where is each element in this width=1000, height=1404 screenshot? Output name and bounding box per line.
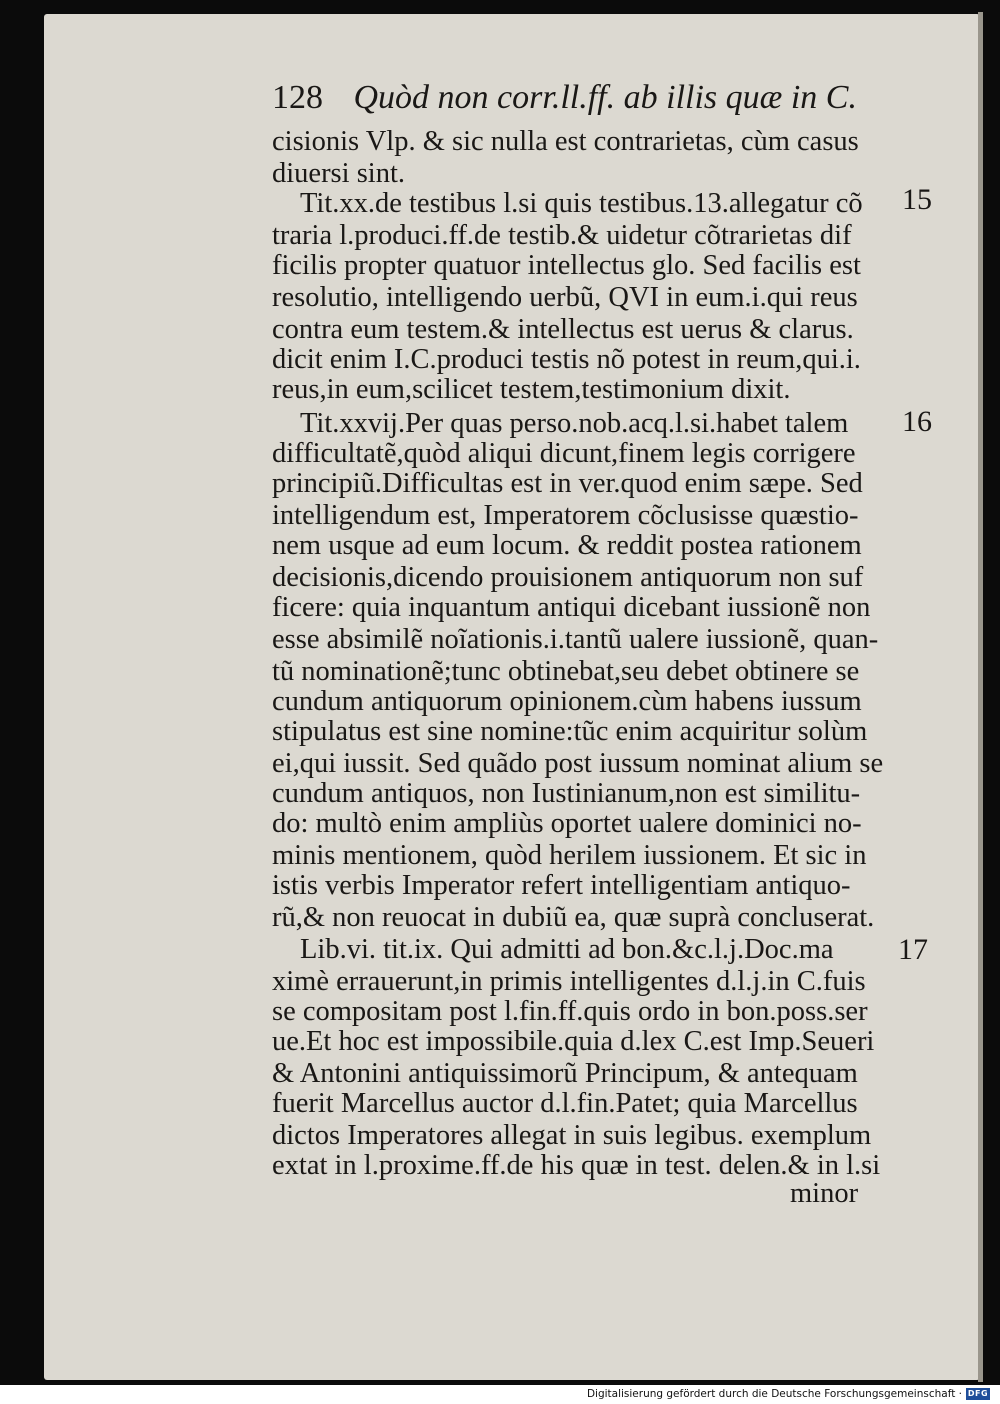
text-line: se compositam post l.fin.ff.quis ordo in bon.poss.ser: [272, 996, 868, 1027]
text-line: stipulatus est sine nomine:tũc enim acquiritur solùm: [272, 716, 868, 747]
text-line: traria l.produci.ff.de testib.& uidetur cõtrarietas dif: [272, 220, 852, 251]
text-line: ei,qui iussit. Sed quãdo post iussum nominat alium se: [272, 748, 884, 779]
side-number-16: 16: [902, 405, 932, 438]
dfg-logo: DFG: [967, 1389, 989, 1398]
text-line: Lib.vi. tit.ix. Qui admitti ad bon.&c.l.j.Doc.ma: [300, 934, 834, 965]
text-line: contra eum testem.& intellectus est uerus & clarus.: [272, 314, 854, 345]
text-line: ximè errauerunt,in primis intelligentes d.l.j.in C.fuis: [272, 966, 866, 997]
text-line: principiũ.Difficultas est in ver.quod enim sæpe. Sed: [272, 468, 863, 499]
text-line: Tit.xx.de testibus l.si quis testibus.13.allegatur cõ: [300, 188, 863, 219]
text-line: dictos Imperatores allegat in suis legibus. exemplum: [272, 1120, 872, 1151]
text-line: cisionis Vlp. & sic nulla est contrarietas, cùm casus: [272, 126, 859, 157]
text-line: decisionis,dicendo prouisionem antiquorum non suf: [272, 562, 864, 593]
side-number-15: 15: [902, 183, 932, 216]
side-number-17: 17: [898, 933, 928, 966]
footer: [0, 1385, 1000, 1404]
text-line: difficultatẽ,quòd aliqui dicunt,finem legis corrigere: [272, 438, 856, 469]
text-line: intelligendum est, Imperatorem cõclusisse quæstio-: [272, 500, 859, 531]
text-line: do: multò enim ampliùs oportet ualere dominici no-: [272, 808, 862, 839]
text-line: cundum antiquorum opinionem.cùm habens iussum: [272, 686, 862, 717]
text-line: & Antonini antiquissimorũ Principum, & antequam: [272, 1058, 858, 1089]
text-line: extat in l.proxime.ff.de his quæ in test. delen.& in l.si: [272, 1150, 881, 1181]
text-line: ficere: quia inquantum antiqui dicebant iussionẽ non: [272, 592, 871, 623]
text-line: tũ nominationẽ;tunc obtinebat,seu debet obtinere se: [272, 656, 860, 687]
text-line: istis verbis Imperator refert intelligentiam antiquo-: [272, 870, 851, 901]
text-line: resolutio, intelligendo uerbũ, QVI in eum.i.qui reus: [272, 282, 858, 313]
page-header: [272, 78, 857, 118]
catchword: minor: [790, 1178, 859, 1209]
footer-credit: Digitalisierung gefördert durch die Deutsche Forschungsgemeinschaft ·: [586, 1388, 962, 1400]
text-line: rũ,& non reuocat in dubiũ ea, quæ suprà concluserat.: [272, 902, 875, 933]
text-line: dicit enim I.C.produci testis nõ potest in reum,qui.i.: [272, 344, 861, 375]
text-line: Tit.xxvij.Per quas perso.nob.acq.l.si.habet talem: [300, 408, 849, 439]
page-edge: [978, 12, 983, 1382]
text-line: ficilis propter quatuor intellectus glo. Sed facilis est: [272, 250, 861, 281]
page-number: 128: [272, 79, 323, 116]
text-line: esse absimilẽ noĩationis.i.tantũ ualere iussionẽ, quan-: [272, 624, 879, 655]
text-line: diuersi sint.: [272, 158, 405, 189]
text-line: fuerit Marcellus auctor d.l.fin.Patet; quia Marcellus: [272, 1088, 858, 1119]
text-line: nem usque ad eum locum. & reddit postea rationem: [272, 530, 862, 561]
running-title: Quòd non corr.ll.ff. ab illis quæ in C.: [353, 79, 857, 116]
text-line: minis mentionem, quòd herilem iussionem. Et sic in: [272, 840, 867, 871]
text-line: ue.Et hoc est impossibile.quia d.lex C.est Imp.Seueri: [272, 1026, 875, 1057]
text-line: cundum antiquos, non Iustinianum,non est similitu-: [272, 778, 861, 809]
text-line: reus,in eum,scilicet testem,testimonium dixit.: [272, 374, 791, 405]
